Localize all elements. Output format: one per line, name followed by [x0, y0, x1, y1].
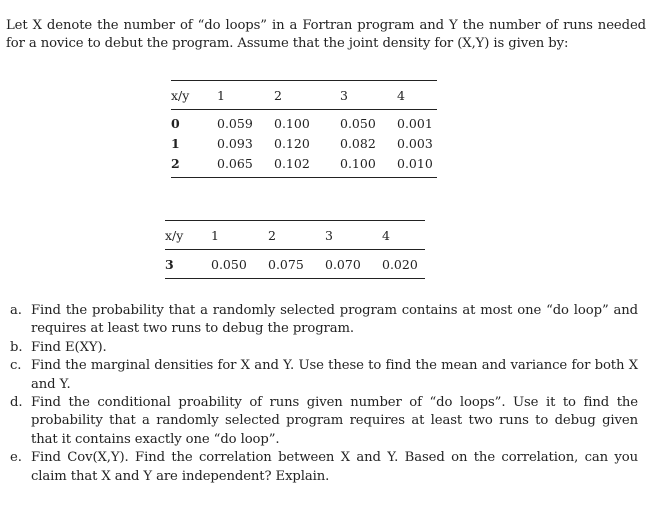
- question-list: [6, 302, 638, 486]
- table-row: [171, 153, 437, 178]
- header-cell-xy: x/y: [165, 227, 184, 243]
- header-cell-y2: 2: [268, 227, 276, 243]
- table-cell: 0.001: [397, 115, 433, 131]
- header-cell-y3: 3: [325, 227, 333, 243]
- table-header-row: [165, 221, 425, 250]
- table-cell: 0.100: [340, 155, 376, 171]
- joint-density-table-2: [165, 220, 425, 279]
- header-cell-y1: 1: [217, 87, 225, 103]
- table-cell: 0.082: [340, 135, 376, 151]
- table-cell: 0.120: [274, 135, 310, 151]
- question-text: Find E(XY).: [31, 339, 107, 355]
- question-item: [6, 302, 638, 339]
- header-cell-y1: 1: [211, 227, 219, 243]
- header-cell-y3: 3: [340, 87, 348, 103]
- question-label: a.: [10, 303, 22, 318]
- row-label-x2: 2: [171, 155, 180, 171]
- table-cell: 0.003: [397, 135, 433, 151]
- table-cell: 0.102: [274, 155, 310, 171]
- question-item: [6, 357, 638, 394]
- table-cell: 0.100: [274, 115, 310, 131]
- table-header-row: [171, 81, 437, 110]
- question-text: Find the probability that a randomly selected program contains at most one “do loop” and requires at least two runs to debug the program.: [31, 303, 638, 337]
- question-item: [6, 449, 638, 486]
- table-cell: 0.093: [217, 135, 253, 151]
- question-label: b.: [10, 339, 23, 355]
- question-text: Find the marginal densities for X and Y. Use these to find the mean and variance for both X and Y.: [31, 358, 638, 392]
- table-row: [171, 133, 437, 153]
- intro-paragraph: Let X denote the number of “do loops” in a Fortran program and Y the number of runs needed for a novice to debut the program. Assume that the joint density for (X,Y) is given by:: [6, 18, 646, 52]
- question-item: [6, 339, 638, 357]
- header-cell-y4: 4: [382, 227, 390, 243]
- row-label-x0: 0: [171, 115, 180, 131]
- question-text: Find Cov(X,Y). Find the correlation between X and Y. Based on the correlation, can you claim that X and Y are independent? Explain.: [31, 450, 638, 484]
- table-row: [171, 110, 437, 134]
- table-cell: 0.050: [211, 256, 247, 272]
- joint-density-table-1: [171, 80, 437, 178]
- table-row: [165, 250, 425, 279]
- header-cell-y2: 2: [274, 87, 282, 103]
- table-cell: 0.075: [268, 256, 304, 272]
- table-cell: 0.010: [397, 155, 433, 171]
- question-text: Find the conditional proability of runs given number of “do loops”. Use it to find the probability that a randomly selected program requires at least two runs to debug given that it contains exactly one “do loop”.: [31, 395, 638, 447]
- question-label: c.: [10, 358, 22, 374]
- question-item: [6, 394, 638, 449]
- table-cell: 0.059: [217, 115, 253, 131]
- table-cell: 0.070: [325, 256, 361, 272]
- header-cell-xy: x/y: [171, 87, 190, 103]
- table-cell: 0.020: [382, 256, 418, 272]
- table-cell: 0.065: [217, 155, 253, 171]
- question-label: e.: [10, 450, 22, 466]
- header-cell-y4: 4: [397, 87, 405, 103]
- table-cell: 0.050: [340, 115, 376, 131]
- row-label-x1: 1: [171, 135, 180, 151]
- row-label-x3: 3: [165, 256, 174, 272]
- question-label: d.: [10, 395, 23, 411]
